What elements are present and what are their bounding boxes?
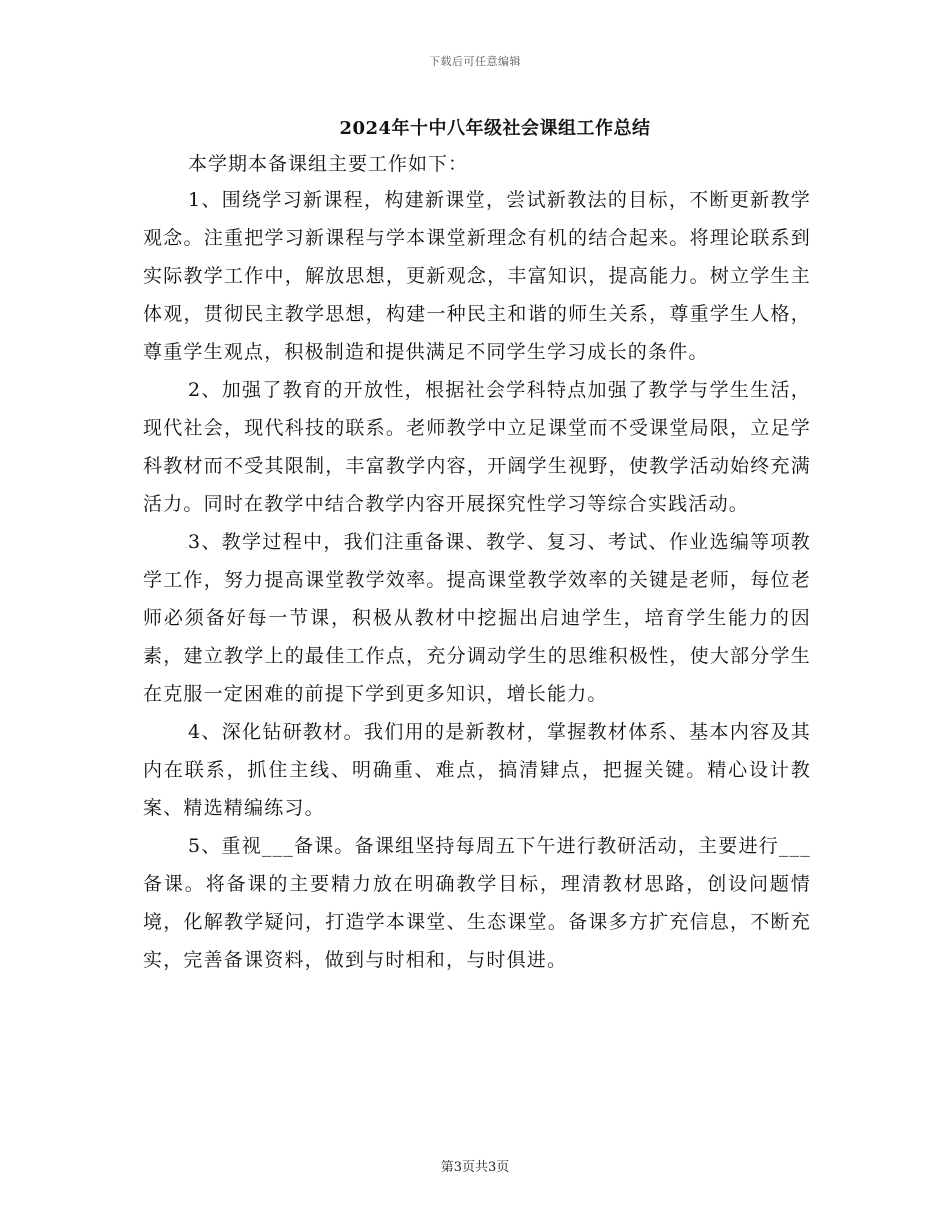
page-number-footer: 第3页共3页: [440, 1160, 510, 1175]
paragraph-4: 4、深化钻研教材。我们用的是新教材，掌握教材体系、基本内容及其内在联系，抓住主线、明确重、难点，搞清肄点，把握关键。精心设计教案、精选精编练习。: [143, 721, 811, 819]
paragraph-3: 3、教学过程中，我们注重备课、教学、复习、考试、作业选编等项教学工作，努力提高课堂教学效率。提高课堂教学效率的关键是老师，每位老师必须备好每一节课，积极从教材中挖掘出启迪学生，培育学生能力的因素，建立教学上的最佳工作点，充分调动学生的思维积极性，使大部分学生在克服一定困难的前提下学到更多知识，增长能力。: [143, 531, 811, 705]
page-header-note: 下载后可任意编辑: [429, 55, 521, 68]
paragraph-1: 1、围绕学习新课程，构建新课堂，尝试新教法的目标，不断更新教学观念。注重把学习新课程与学本课堂新理念有机的结合起来。将理论联系到实际教学工作中，解放思想，更新观念，丰富知识，提高能力。树立学生主体观，贯彻民主教学思想，构建一种民主和谐的师生关系，尊重学生人格，尊重学生观点，积极制造和提供满足不同学生学习成长的条件。: [143, 189, 811, 363]
document-body: [143, 181, 811, 979]
paragraph-5: 5、重视___备课。备课组坚持每周五下午进行教研活动，主要进行___备课。将备课的主要精力放在明确教学目标，理清教材思路，创设问题情境，化解教学疑问，打造学本课堂、生态课堂。备课多方扩充信息，不断充实，完善备课资料，做到与时相和，与时俱进。: [143, 835, 811, 971]
paragraph-2: 2、加强了教育的开放性，根据社会学科特点加强了教学与学生生活，现代社会，现代科技的联系。老师教学中立足课堂而不受课堂局限，立足学科教材而不受其限制，丰富教学内容，开阔学生视野，使教学活动始终充满活力。同时在教学中结合教学内容开展探究性学习等综合实践活动。: [143, 379, 811, 515]
intro-line: 本学期本备课组主要工作如下：: [188, 153, 469, 175]
document-title: 2024年十中八年级社会课组工作总结: [339, 118, 651, 139]
